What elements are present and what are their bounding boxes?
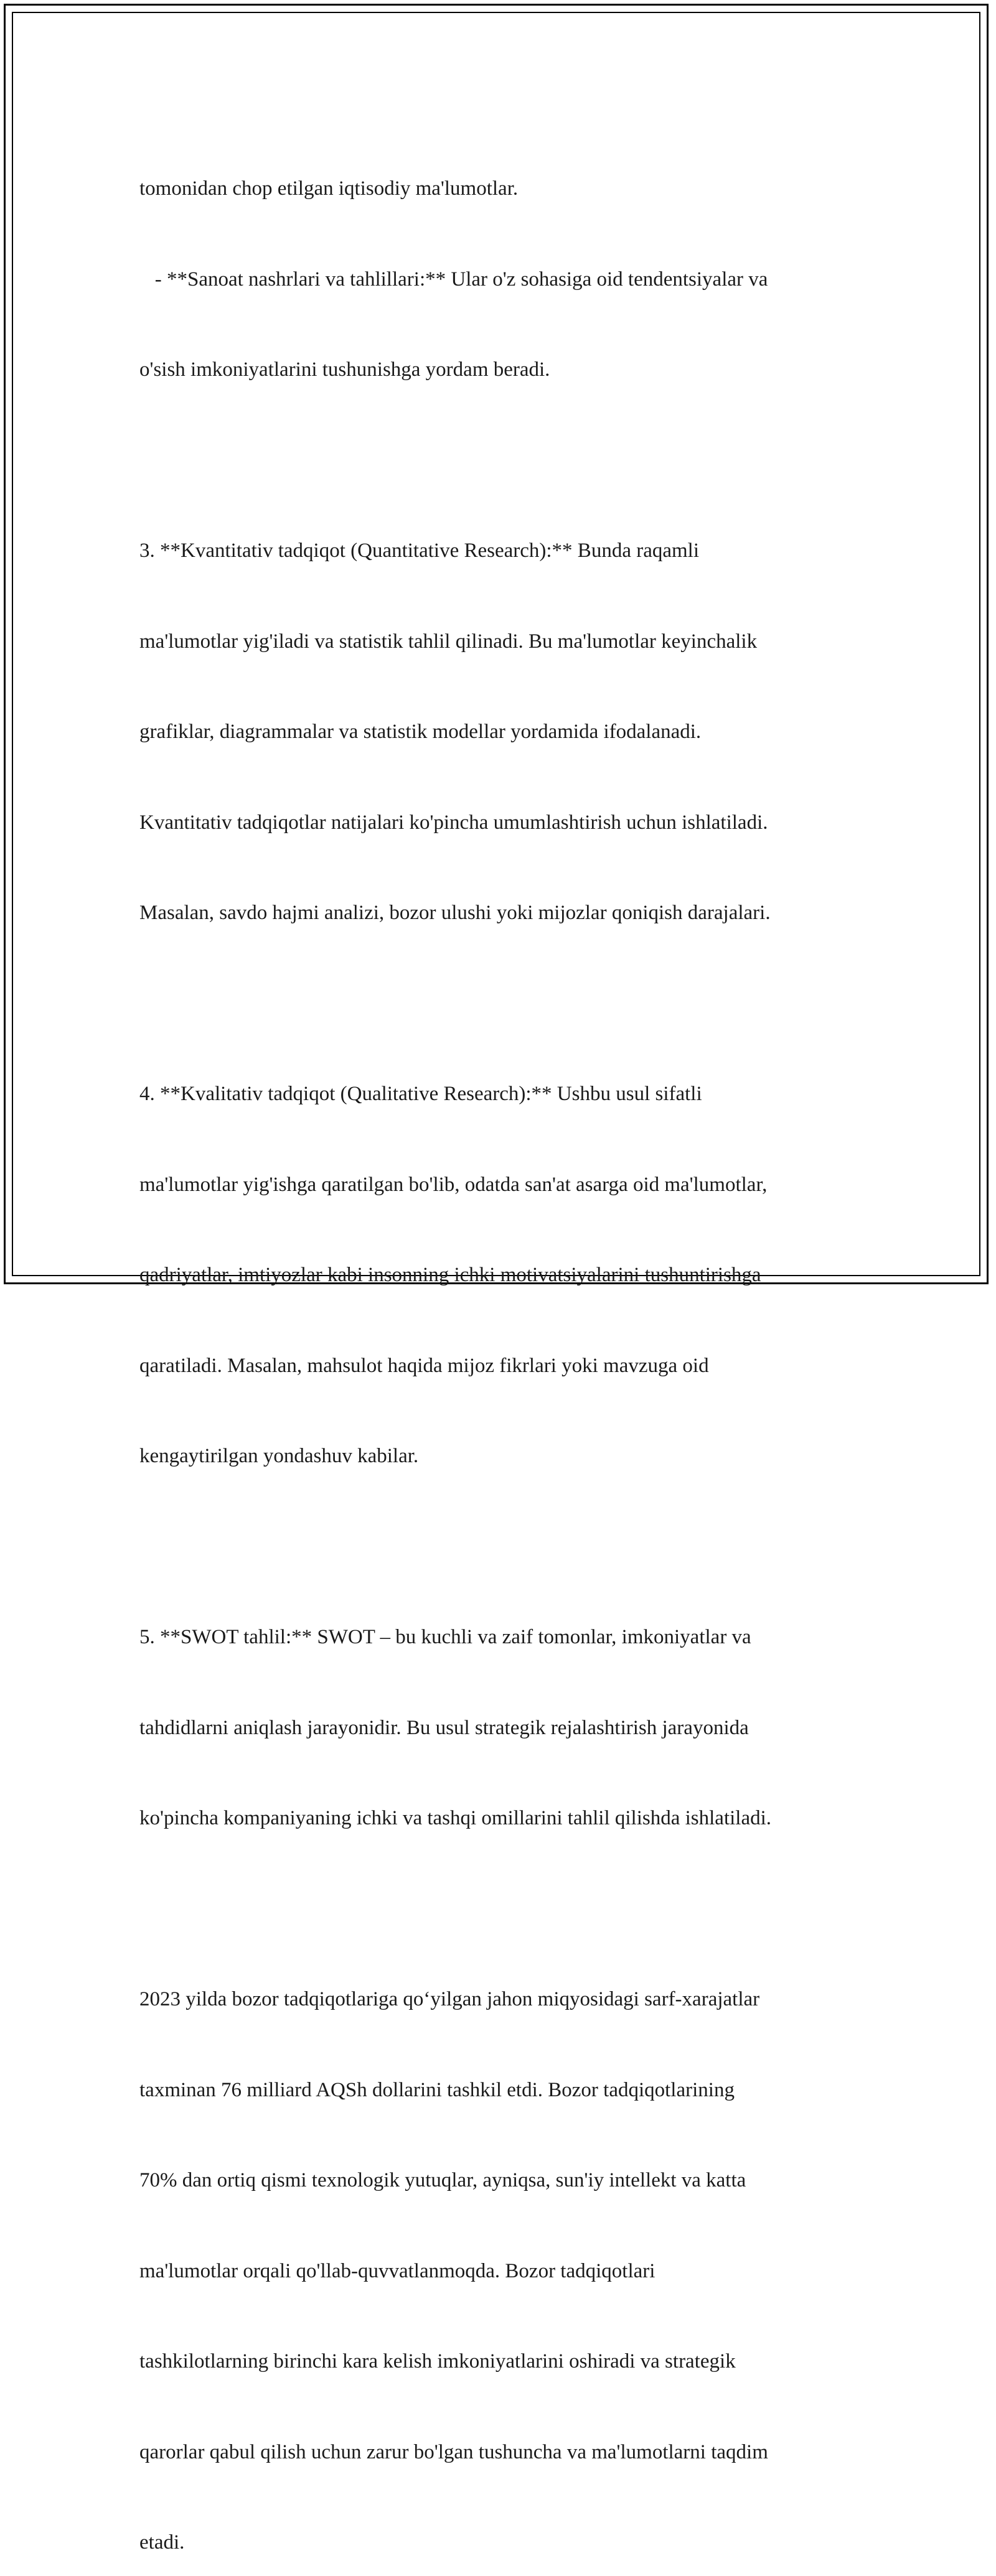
text-line: qadriyatlar, imtiyozlar kabi insonning ichki motivatsiyalarini tushuntirishga: [139, 1264, 761, 1286]
text-line: Masalan, savdo hajmi analizi, bozor ulushi yoki mijozlar qoniqish darajalari.: [139, 902, 771, 924]
text-line: ko'pincha kompaniyaning ichki va tashqi omillarini tahlil qilishda ishlatiladi.: [139, 1807, 772, 1829]
text-line: 3. **Kvantitativ tadqiqot (Quantitative Research):** Bunda raqamli: [139, 539, 700, 562]
text-line: ma'lumotlar orqali qo'llab-quvvatlanmoqda. Bozor tadqiqotlari: [139, 2259, 655, 2282]
text-line: 5. **SWOT tahlil:** SWOT – bu kuchli va zaif tomonlar, imkoniyatlar va: [139, 1626, 751, 1648]
text-line: tashkilotlarning birinchi kara kelish imkoniyatlarini oshiradi va strategik: [139, 2350, 736, 2373]
text-line: taxminan 76 milliard AQSh dollarini tashkil etdi. Bozor tadqiqotlarining: [139, 2078, 735, 2101]
document-body: [139, 113, 849, 2576]
blank-line: [139, 446, 849, 476]
blank-line: [139, 1532, 849, 1562]
text-line: tomonidan chop etilgan iqtisodiy ma'lumotlar.: [139, 177, 519, 200]
text-line: o'sish imkoniyatlarini tushunishga yordam beradi.: [139, 358, 550, 381]
text-line: qarorlar qabul qilish uchun zarur bo'lgan tushuncha va ma'lumotlarni taqdim: [139, 2440, 768, 2463]
text-line: qaratiladi. Masalan, mahsulot haqida mijoz fikrlari yoki mavzuga oid: [139, 1354, 709, 1377]
text-line: 70% dan ortiq qismi texnologik yutuqlar, ayniqsa, sun'iy intellekt va katta: [139, 2169, 746, 2191]
text-line: Kvantitativ tadqiqotlar natijalari ko'pincha umumlashtirish uchun ishlatiladi.: [139, 811, 768, 834]
text-line: tahdidlarni aniqlash jarayonidir. Bu usul strategik rejalashtirish jarayonida: [139, 1716, 749, 1739]
text-line: etadi.: [139, 2531, 185, 2554]
text-line: kengaytirilgan yondashuv kabilar.: [139, 1445, 419, 1467]
text-line: 2023 yilda bozor tadqiqotlariga qo‘yilgan jahon miqyosidagi sarf-xarajatlar: [139, 1988, 760, 2010]
blank-line: [139, 1894, 849, 1925]
text-line: - **Sanoat nashrlari va tahlillari:** Ular o'z sohasiga oid tendentsiyalar va: [139, 268, 768, 291]
text-line: grafiklar, diagrammalar va statistik modellar yordamida ifodalanadi.: [139, 721, 702, 743]
text-line: 4. **Kvalitativ tadqiqot (Qualitative Research):** Ushbu usul sifatli: [139, 1083, 702, 1105]
blank-line: [139, 989, 849, 1019]
text-line: ma'lumotlar yig'ishga qaratilgan bo'lib, odatda san'at asarga oid ma'lumotlar,: [139, 1173, 768, 1196]
text-line: ma'lumotlar yig'iladi va statistik tahlil qilinadi. Bu ma'lumotlar keyinchalik: [139, 630, 758, 653]
